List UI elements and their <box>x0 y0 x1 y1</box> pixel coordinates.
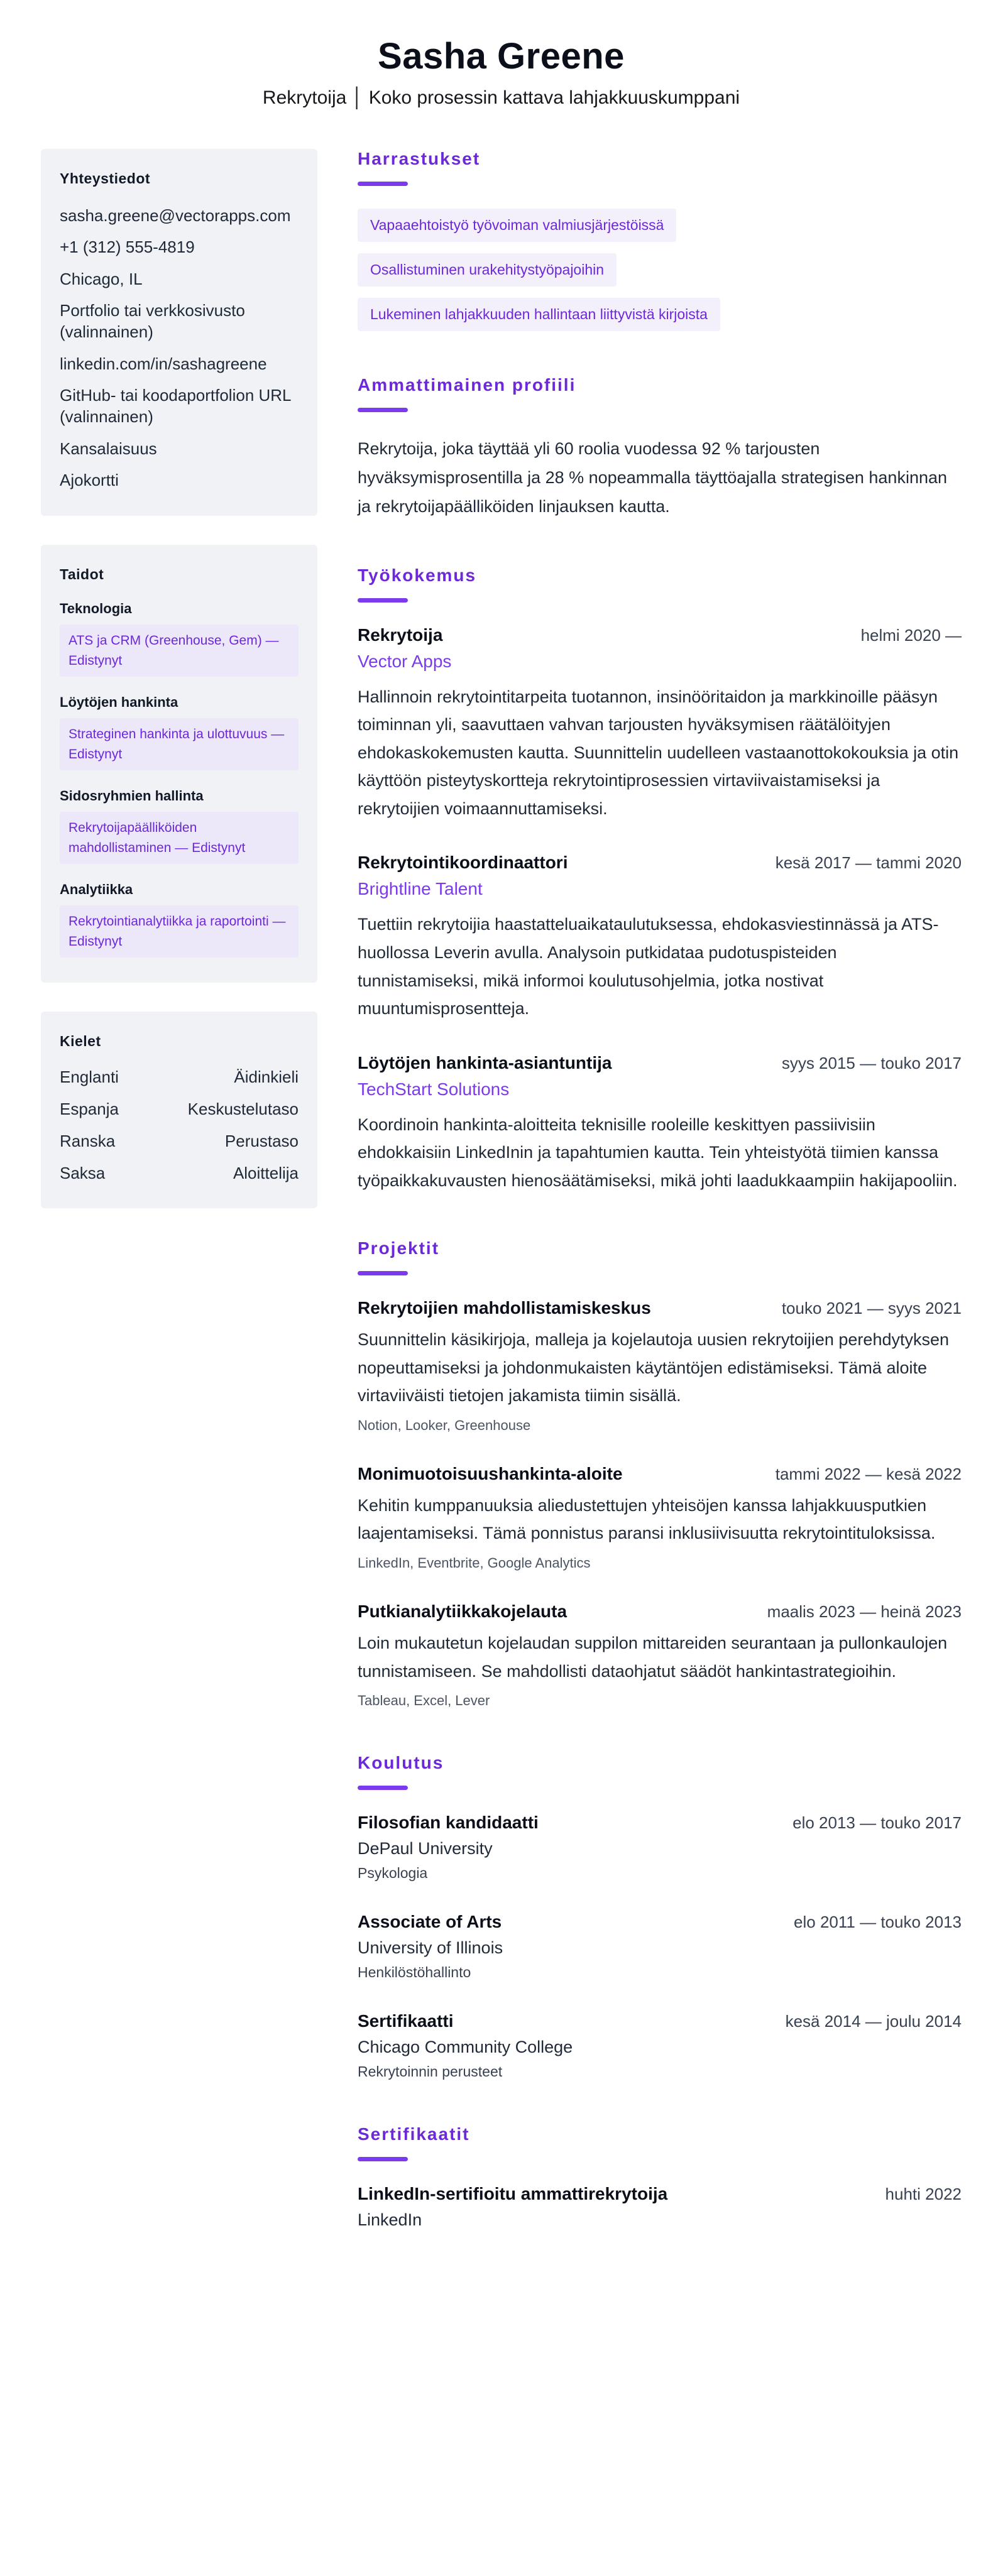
language-level: Perustaso <box>224 1132 299 1151</box>
contact-item-citizenship: Kansalaisuus <box>60 439 157 458</box>
field-of-study: Henkilöstöhallinto <box>358 1964 471 1981</box>
language-row <box>60 1132 299 1151</box>
section-underline <box>358 408 408 412</box>
language-row <box>60 1100 299 1119</box>
project-entry <box>358 1602 962 1709</box>
field-of-study: Rekrytoinnin perusteet <box>358 2063 503 2080</box>
candidate-name: Sasha Greene <box>378 36 625 77</box>
contact-title: Yhteystiedot <box>60 170 151 187</box>
experience-section-title: Työkokemus <box>358 565 477 585</box>
project-entry-head <box>358 1602 962 1622</box>
degree-title: Associate of Arts <box>358 1912 502 1932</box>
field-of-study: Psykologia <box>358 1865 428 1882</box>
language-level: Äidinkieli <box>234 1067 299 1087</box>
job-entry-head <box>358 625 962 645</box>
project-date: touko 2021 — syys 2021 <box>781 1299 962 1318</box>
degree-title: Sertifikaatti <box>358 2011 454 2031</box>
skill-category: Teknologia <box>60 601 132 617</box>
education-entry-head <box>358 1813 962 1833</box>
project-title: Monimuotoisuushankinta-aloite <box>358 1463 623 1483</box>
school-name: University of Illinois <box>358 1938 503 1958</box>
content-columns <box>41 149 962 2230</box>
skill-category: Sidosryhmien hallinta <box>60 788 204 804</box>
education-date: elo 2013 — touko 2017 <box>792 1813 962 1833</box>
language-name: Saksa <box>60 1164 106 1183</box>
job-title: Löytöjen hankinta-asiantuntija <box>358 1052 612 1072</box>
project-date: tammi 2022 — kesä 2022 <box>775 1464 962 1483</box>
education-section-title: Koulutus <box>358 1753 444 1773</box>
language-level: Aloittelija <box>233 1164 299 1183</box>
job-entry <box>358 853 962 1022</box>
skills-title: Taidot <box>60 566 104 583</box>
skill-category: Analytiikka <box>60 881 133 898</box>
section-underline <box>358 1271 408 1275</box>
education-entry <box>358 2011 962 2080</box>
section-projects <box>358 1238 962 1709</box>
project-date: maalis 2023 — heinä 2023 <box>767 1602 962 1621</box>
job-description: Tuettiin rekrytoijia haastatteluaikataulutuksessa, ehdokasviestinnässä ja ATS-huollossa Leverin avulla. Analysoin putkidataa pudotuspisteiden tunnistamiseksi, mikä informoi koulutusohjelmia, jotka nostivat muuntumisprosentteja. <box>358 915 939 1018</box>
section-underline <box>358 2157 408 2161</box>
section-profile <box>358 375 962 521</box>
project-description: Suunnittelin käsikirjoja, malleja ja kojelautoja uusien rekrytoijien perehdytyksen nopeuttamiseksi ja johdonmukaisten käytäntöjen edistämiseksi. Tämä aloite virtaviiväisti tietojen jakamista tiimin sisällä. <box>358 1330 950 1405</box>
education-entry-head <box>358 1912 962 1932</box>
projects-section-title: Projektit <box>358 1238 440 1258</box>
language-row <box>60 1067 299 1087</box>
job-date: syys 2015 — touko 2017 <box>781 1053 962 1072</box>
hobby-pill: Lukeminen lahjakkuuden hallintaan liittyvistä kirjoista <box>358 298 720 331</box>
languages-card <box>41 1012 317 1208</box>
education-entry-head <box>358 2011 962 2031</box>
candidate-subtitle: Rekrytoija │ Koko prosessin kattava lahjakkuuskumppani <box>262 87 740 108</box>
contact-item-github: GitHub- tai koodaportfolion URL (valinnainen) <box>60 385 291 427</box>
job-company: Vector Apps <box>358 651 452 671</box>
project-tools: Tableau, Excel, Lever <box>358 1693 490 1709</box>
main-column <box>358 149 962 2230</box>
project-entry <box>358 1298 962 1434</box>
sidebar <box>41 149 317 1208</box>
certificates-section-title: Sertifikaatit <box>358 2124 470 2144</box>
skill-category: Löytöjen hankinta <box>60 694 178 711</box>
project-entry-head <box>358 1464 962 1484</box>
education-entry <box>358 1912 962 1981</box>
section-experience <box>358 565 962 1195</box>
section-underline <box>358 598 408 603</box>
certificate-entry-head <box>358 2184 962 2204</box>
project-title: Putkianalytiikkakojelauta <box>358 1601 568 1621</box>
education-date: elo 2011 — touko 2013 <box>794 1913 962 1932</box>
skill-group <box>60 881 299 958</box>
languages-title: Kielet <box>60 1033 101 1050</box>
language-name: Englanti <box>60 1067 119 1087</box>
certificate-date: huhti 2022 <box>885 2185 962 2204</box>
section-underline <box>358 1786 408 1790</box>
education-entry <box>358 1813 962 1882</box>
job-title: Rekrytointikoordinaattori <box>358 853 568 873</box>
job-date: helmi 2020 — <box>860 625 962 645</box>
profile-text: Rekrytoija, joka täyttää yli 60 roolia vuodessa 92 % tarjousten hyväksymisprosentilla ja 28 % nopeammalla täyttöajalla strategisen hankinnan ja rekrytoijapäälliköiden linjauksen kautta. <box>358 439 948 516</box>
language-row <box>60 1164 299 1183</box>
hobbies-section-title: Harrastukset <box>358 149 481 168</box>
skill-pill: Rekrytoijapäälliköiden mahdollistaminen — Edistynyt <box>60 812 299 864</box>
job-entry <box>358 1053 962 1195</box>
section-underline <box>358 182 408 186</box>
skill-pill: Strateginen hankinta ja ulottuvuus — Edistynyt <box>60 718 299 770</box>
hobby-pill: Osallistuminen urakehitystyöpajoihin <box>358 253 617 287</box>
job-entry-head <box>358 853 962 873</box>
contact-item-email: sasha.greene@vectorapps.com <box>60 206 291 225</box>
job-entry-head <box>358 1053 962 1073</box>
project-entry-head <box>358 1298 962 1318</box>
project-tools: LinkedIn, Eventbrite, Google Analytics <box>358 1554 591 1571</box>
language-name: Espanja <box>60 1100 119 1119</box>
contact-card <box>41 149 317 516</box>
contact-item-phone: +1 (312) 555-4819 <box>60 237 195 257</box>
skills-card <box>41 545 317 983</box>
hobby-pill: Vapaaehtoistyö työvoiman valmiusjärjestöissä <box>358 209 676 242</box>
project-title: Rekrytoijien mahdollistamiskeskus <box>358 1298 651 1318</box>
job-description: Koordinoin hankinta-aloitteita teknisille rooleille keskittyen passiivisiin ehdokkaisiin LinkedInin ja tapahtumien kautta. Tein yhteistyötä tiimien kanssa työpaikkakuvausten hienosäätämiseksi, mikä johti laadukkaampiin hakijapooliin. <box>358 1115 958 1190</box>
skill-pill: ATS ja CRM (Greenhouse, Gem) — Edistynyt <box>60 625 299 677</box>
certificate-issuer: LinkedIn <box>358 2210 422 2230</box>
project-entry <box>358 1464 962 1571</box>
project-tools: Notion, Looker, Greenhouse <box>358 1417 531 1433</box>
header <box>41 35 962 109</box>
hobbies-list <box>358 209 962 331</box>
contact-item-location: Chicago, IL <box>60 269 143 288</box>
certificate-entry <box>358 2184 962 2230</box>
section-hobbies <box>358 149 962 331</box>
project-description: Kehitin kumppanuuksia aliedustettujen yhteisöjen kanssa lahjakkuusputkien laajentamiseksi. Tämä ponnistus paransi inklusiivisuutta rekrytointituloksissa. <box>358 1495 936 1543</box>
language-name: Ranska <box>60 1132 116 1151</box>
contact-item-driving-license: Ajokortti <box>60 470 119 489</box>
education-date: kesä 2014 — joulu 2014 <box>785 2012 962 2031</box>
degree-title: Filosofian kandidaatti <box>358 1813 539 1833</box>
section-education <box>358 1753 962 2080</box>
job-company: Brightline Talent <box>358 879 483 899</box>
profile-section-title: Ammattimainen profiili <box>358 375 576 395</box>
school-name: Chicago Community College <box>358 2038 573 2057</box>
certificate-name: LinkedIn-sertifioitu ammattirekrytoija <box>358 2184 668 2204</box>
school-name: DePaul University <box>358 1839 493 1858</box>
job-company: TechStart Solutions <box>358 1079 510 1099</box>
project-description: Loin mukautetun kojelaudan suppilon mittareiden seurantaan ja pullonkaulojen tunnistamiseen. Se mahdollisti dataohjatut säädöt hankintastrategioihin. <box>358 1633 948 1681</box>
section-certificates <box>358 2124 962 2230</box>
contact-item-linkedin: linkedin.com/in/sashagreene <box>60 354 267 373</box>
job-entry <box>358 625 962 823</box>
job-description: Hallinnoin rekrytointitarpeita tuotannon, insinööritaidon ja markkinoille pääsyn toiminnan yli, saavuttaen vahvan tarjousten hyväksymisen räätälöityjen ehdokaskokemusten kautta. Suunnittelin uudelleen vastaanottokokouksia ja otin käyttöön pisteytyskortteja rekrytointiprosessien virtaviivaistamiseksi ja rekrytoijien voimaannuttamiseksi. <box>358 687 959 818</box>
language-level: Keskustelutaso <box>187 1100 299 1119</box>
skill-pill: Rekrytointianalytiikka ja raportointi — Edistynyt <box>60 905 299 958</box>
job-title: Rekrytoija <box>358 625 443 645</box>
job-date: kesä 2017 — tammi 2020 <box>775 853 962 873</box>
skill-group <box>60 601 299 677</box>
skill-group <box>60 694 299 770</box>
contact-item-portfolio: Portfolio tai verkkosivusto (valinnainen) <box>60 300 245 342</box>
skill-group <box>60 788 299 864</box>
